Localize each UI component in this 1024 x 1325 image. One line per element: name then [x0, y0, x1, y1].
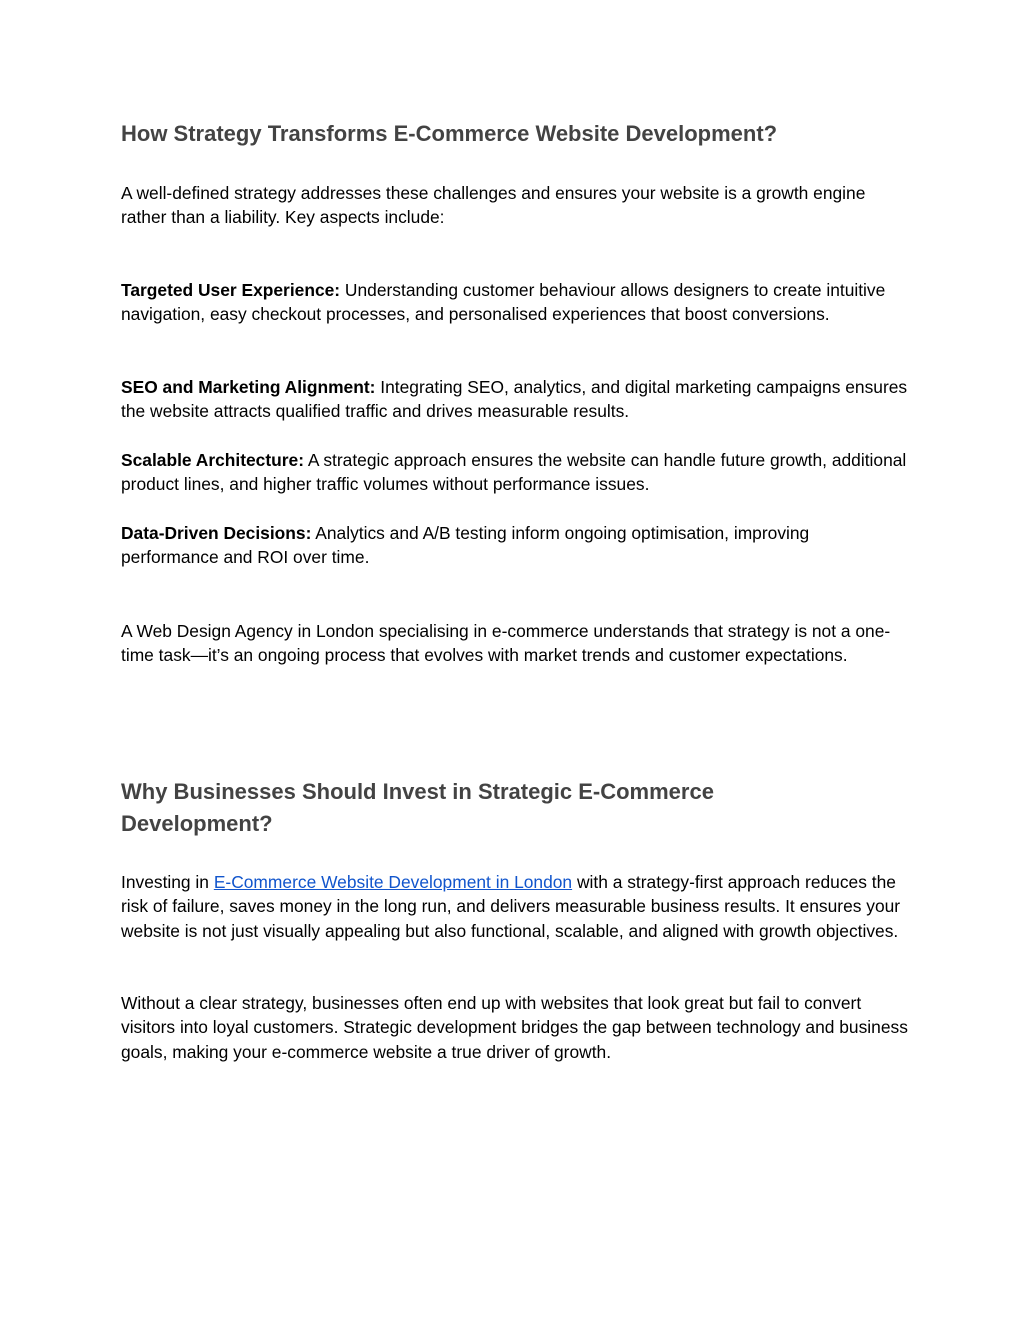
item-label: SEO and Marketing Alignment:	[121, 377, 376, 397]
list-item	[121, 278, 911, 327]
item-label: Scalable Architecture:	[121, 450, 304, 470]
conclusion-paragraph: Without a clear strategy, businesses often end up with websites that look great but fail to convert visitors into loyal customers. Strategic development bridges the gap between technology and business goals, making your e-commerce website a true driver of growth.	[121, 993, 908, 1062]
item-text: Understanding customer behaviour allows designers to create intuitive navigation, easy checkout processes, and personalised experiences that boost conversions.	[121, 280, 886, 325]
closing-paragraph: A Web Design Agency in London specialising in e-commerce understands that strategy is not a one-time task—it’s an ongoing process that evolves with market trends and customer expectations.	[121, 621, 891, 666]
section-heading: Why Businesses Should Invest in Strategic E-Commerce Development?	[121, 779, 714, 836]
item-label: Data-Driven Decisions:	[121, 523, 312, 543]
item-text: Integrating SEO, analytics, and digital marketing campaigns ensures the website attracts qualified traffic and drives measurable results.	[121, 377, 908, 422]
intro-paragraph: A well-defined strategy addresses these challenges and ensures your website is a growth engine rather than a liability. Key aspects include:	[121, 183, 866, 228]
list-item	[121, 448, 911, 497]
section-heading: How Strategy Transforms E-Commerce Website Development?	[121, 121, 778, 146]
investment-paragraph	[121, 870, 911, 943]
text: Investing in	[121, 872, 214, 892]
item-text: Analytics and A/B testing inform ongoing optimisation, improving performance and ROI over time.	[121, 523, 810, 568]
list-item	[121, 521, 911, 570]
item-label: Targeted User Experience:	[121, 280, 341, 300]
ecommerce-development-link[interactable]: E-Commerce Website Development in London	[213, 872, 573, 892]
item-text: A strategic approach ensures the website can handle future growth, additional product lines, and higher traffic volumes without performance issues.	[121, 450, 907, 495]
text: with a strategy-first approach reduces the risk of failure, saves money in the long run, and delivers measurable business results. It ensures your website is not just visually appealing but also functional, scalable, and aligned with growth objectives.	[121, 872, 901, 941]
list-item	[121, 375, 911, 424]
